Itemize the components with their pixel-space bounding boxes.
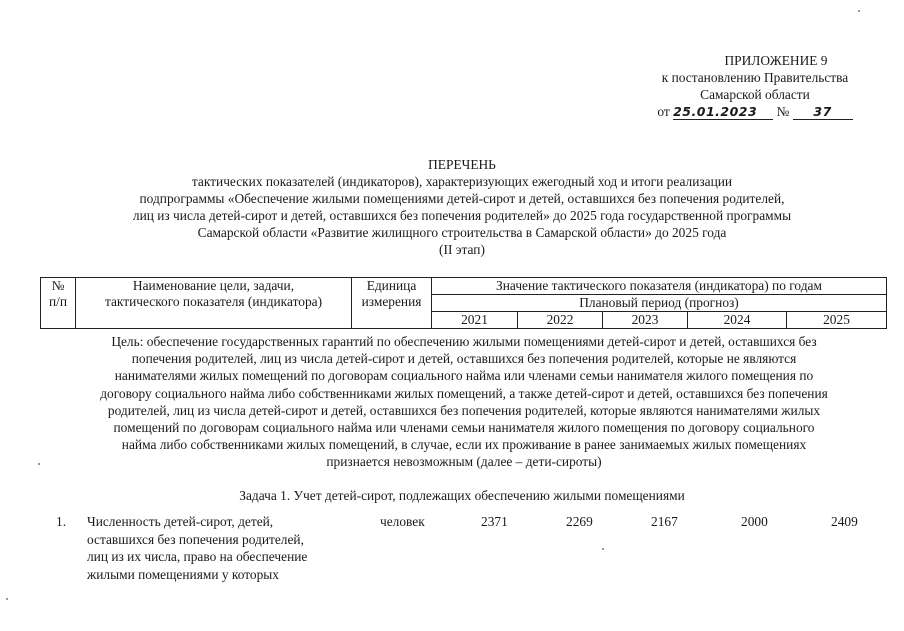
header-year: 2022 [518, 312, 603, 329]
appendix-line-2: к постановлению Правительства [661, 70, 849, 85]
header-unit-line: измерения [361, 294, 422, 309]
handwritten-date: 25.01.2023 [673, 105, 773, 120]
goal-line: Цель: обеспечение государственных гарантий по обеспечению жилыми помещениями детей-сирот и детей, оставшихся без [111, 334, 817, 349]
goal-text [42, 333, 886, 471]
header-name-line: Наименование цели, задачи, [132, 278, 295, 293]
header-year: 2023 [603, 312, 688, 329]
handwritten-number: 37 [793, 105, 853, 120]
header-num-line: п/п [48, 294, 68, 309]
row-name-line: Численность детей-сирот, детей, [87, 514, 274, 529]
title-line: (II этап) [439, 242, 485, 257]
header-period: Плановый период (прогноз) [432, 295, 887, 312]
header-year: 2025 [787, 312, 887, 329]
scan-speck [858, 10, 860, 12]
header-year: 2024 [688, 312, 787, 329]
appendix-title: ПРИЛОЖЕНИЕ 9 [724, 53, 828, 68]
from-prefix: от [657, 104, 670, 119]
row-number: 1. [56, 514, 67, 529]
row-name-line: жилыми помещениями у которых [87, 566, 279, 582]
title-line: лиц из числа детей-сирот и детей, оставшихся без попечения родителей» до 2025 года государственной программы [132, 208, 792, 223]
row-value-2021: 2371 [481, 514, 508, 529]
row-value-2023: 2167 [651, 514, 678, 529]
appendix-block [600, 52, 904, 120]
goal-line: признается невозможным (далее – дети-сироты) [326, 454, 602, 470]
header-unit [352, 278, 432, 329]
appendix-line-3: Самарской области [700, 87, 810, 102]
title-heading: ПЕРЕЧЕНЬ [428, 157, 496, 172]
scan-speck [602, 548, 604, 550]
header-num [41, 278, 76, 329]
appendix-date-line [600, 103, 904, 120]
header-name-line: тактического показателя (индикатора) [104, 294, 323, 309]
row-name-line: оставшихся без попечения родителей, [87, 531, 304, 547]
goal-line: попечения родителей, лиц из числа детей-сирот и детей, оставшихся без попечения родителей, которые не являются [131, 351, 797, 367]
task-heading: Задача 1. Учет детей-сирот, подлежащих обеспечению жилыми помещениями [239, 488, 685, 503]
goal-line: нанимателями жилых помещений по договорам социального найма или членами семьи нанимателя жилого помещения по [114, 368, 814, 384]
title-line: Самарской области «Развитие жилищного строительства в Самарской области» до 2025 года [197, 225, 727, 240]
goal-line: родителей, лиц из числа детей-сирот и детей, оставшихся без попечения родителей, которые являются нанимателями жилых [107, 402, 821, 418]
row-name-line: лиц из их числа, право на обеспечение [87, 549, 308, 564]
header-num-line: № [51, 278, 65, 293]
row-value-2022: 2269 [566, 514, 593, 529]
row-name [87, 513, 307, 583]
scan-speck [6, 598, 8, 600]
row-unit: человек [380, 514, 425, 529]
row-value-2025: 2409 [831, 514, 858, 529]
header-year: 2021 [432, 312, 518, 329]
goal-line: помещений по договорам социального найма или членами семьи нанимателя жилого помещения по договору социального [113, 420, 815, 436]
header-values: Значение тактического показателя (индикатора) по годам [432, 278, 887, 295]
goal-line: найма либо собственниками жилых помещений, в случае, если их проживание в ранее занимаемых жилых помещениях [121, 437, 807, 453]
header-unit-line: Единица [366, 278, 417, 293]
title-line: подпрограммы «Обеспечение жилыми помещениями детей-сирот и детей, оставшихся без попечения родителей, [139, 191, 785, 206]
scan-speck [38, 463, 40, 465]
goal-line: договору социального найма либо собственниками жилых помещений, а также детей-сирот и детей, оставшихся без попечения [100, 385, 828, 401]
indicators-table-header [40, 277, 887, 329]
document-title [40, 156, 884, 258]
row-value-2024: 2000 [741, 514, 768, 529]
title-line: тактических показателей (индикаторов), характеризующих ежегодный ход и итоги реализации [191, 174, 733, 189]
header-name [76, 278, 352, 329]
number-sign: № [776, 104, 790, 119]
